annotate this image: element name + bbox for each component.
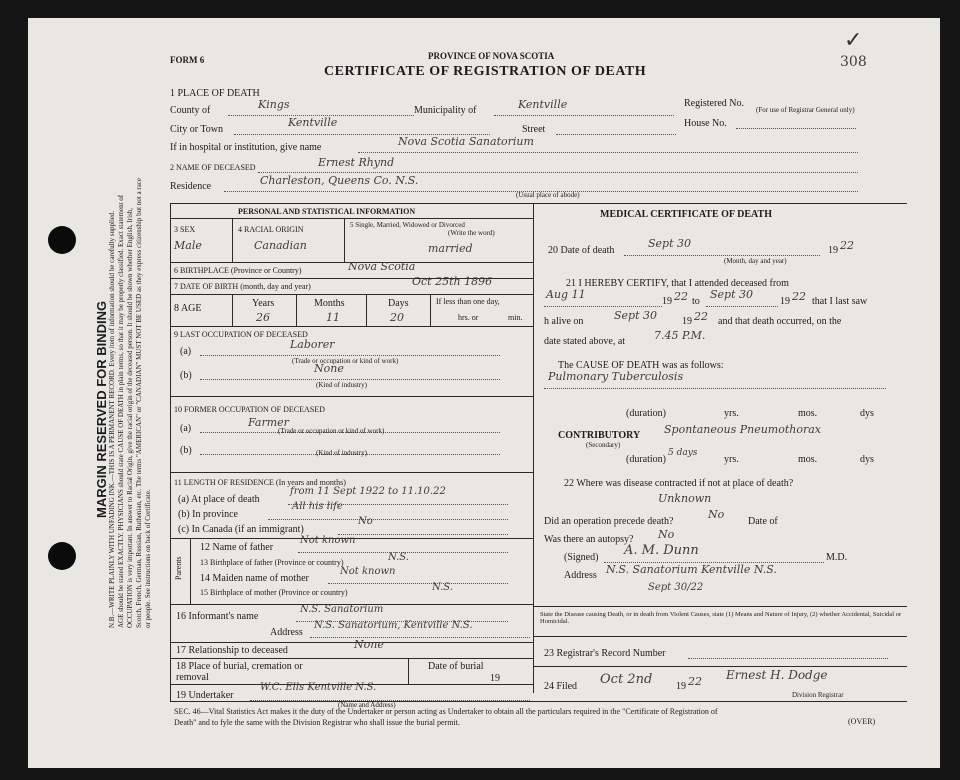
father-name-label: 12 Name of father bbox=[200, 542, 274, 553]
city-value: Kentville bbox=[288, 116, 338, 129]
informant-label: 16 Informant's name bbox=[176, 611, 259, 622]
burial-date-label: Date of burial bbox=[428, 661, 484, 672]
over-label: (OVER) bbox=[848, 717, 876, 726]
in-province-label: (b) In province bbox=[178, 509, 238, 520]
days-value: 20 bbox=[390, 311, 404, 324]
from-year-prefix: 19 bbox=[662, 296, 672, 307]
contributory-note: (Secondary) bbox=[586, 441, 621, 449]
alive-label: h alive on bbox=[544, 316, 584, 327]
name-label: 2 NAME OF DECEASED bbox=[170, 163, 256, 172]
autopsy-label: Was there an autopsy? bbox=[544, 534, 634, 545]
medical-heading: MEDICAL CERTIFICATE OF DEATH bbox=[600, 209, 772, 220]
time-of-death: 7.45 P.M. bbox=[654, 329, 706, 342]
in-canada-label: (c) In Canada (if an immigrant) bbox=[178, 524, 304, 535]
municipality-label: Municipality of bbox=[414, 105, 477, 116]
serial-number: 308 bbox=[840, 54, 867, 70]
hrs-label: hrs. or bbox=[458, 313, 479, 322]
province-heading: PROVINCE OF NOVA SCOTIA bbox=[428, 51, 555, 61]
margin-instruction: N.B.—WRITE PLAINLY WITH UNFADING INK.—THIS IS A PERMANENT RECORD. Every item of information should be carefully supplied. bbox=[108, 210, 116, 628]
months-label: Months bbox=[314, 298, 345, 309]
filed-year-prefix: 19 bbox=[676, 681, 686, 692]
burial-year: 19 bbox=[490, 673, 500, 684]
physician-address-label: Address bbox=[564, 570, 597, 581]
undertaker-note: (Name and Address) bbox=[338, 701, 396, 709]
sex-value: Male bbox=[174, 239, 202, 252]
contributory-label: CONTRIBUTORY bbox=[558, 430, 641, 441]
min-label: min. bbox=[508, 313, 523, 322]
at-place-label: (a) At place of death bbox=[178, 494, 260, 505]
last-occupation-value: Laborer bbox=[290, 338, 335, 351]
last-occupation-label: 9 LAST OCCUPATION OF DECEASED bbox=[174, 330, 308, 339]
registrar-signature: Ernest H. Dodge bbox=[726, 668, 828, 682]
informant-address-label: Address bbox=[270, 627, 303, 638]
residence-note: (Usual place of abode) bbox=[516, 191, 580, 199]
contrib-mos-label: mos. bbox=[798, 454, 818, 465]
street-label: Street bbox=[522, 124, 546, 135]
mother-birth-label: 15 Birthplace of mother (Province or country) bbox=[200, 588, 348, 597]
relationship-label: 17 Relationship to deceased bbox=[176, 645, 288, 656]
house-no-label: House No. bbox=[684, 118, 727, 129]
margin-instruction: or people. See instructions on back of Certificate. bbox=[144, 489, 152, 628]
margin-instruction: AGE should be stated EXACTLY. PHYSICIANS should state CAUSE OF DEATH in plain terms, so that it may be properly classified. Exact statement of bbox=[117, 194, 125, 628]
operation-label: Did an operation precede death? bbox=[544, 516, 674, 527]
residence-label: Residence bbox=[170, 181, 212, 192]
in-canada-value: No bbox=[358, 516, 373, 527]
alive-date: Sept 30 bbox=[614, 309, 658, 322]
signed-date: Sept 30/22 bbox=[648, 582, 704, 593]
race-label: 4 RACIAL ORIGIN bbox=[238, 225, 304, 234]
county-label: County of bbox=[170, 105, 211, 116]
contracted-value: Unknown bbox=[658, 492, 712, 505]
date-stated-label: date stated above, at bbox=[544, 336, 626, 347]
filed-year: 22 bbox=[688, 675, 702, 688]
date-of-death-value: Sept 30 bbox=[648, 237, 692, 250]
dys-label: dys bbox=[860, 408, 874, 419]
signature-value: A. M. Dunn bbox=[624, 543, 699, 558]
cause-value: Pulmonary Tuberculosis bbox=[548, 370, 684, 383]
occurred-label: and that death occurred, on the bbox=[718, 316, 842, 327]
undertaker-label: 19 Undertaker bbox=[176, 690, 234, 701]
former-industry-note: (Kind of industry) bbox=[316, 449, 367, 457]
yrs-label: yrs. bbox=[724, 408, 739, 419]
last-industry-value: None bbox=[314, 362, 344, 375]
to-year: 22 bbox=[792, 290, 806, 303]
informant-address-value: N.S. Sanatorium, Kentville N.S. bbox=[314, 620, 473, 631]
contrib-dys-label: dys bbox=[860, 454, 874, 465]
margin-title: MARGIN RESERVED FOR BINDING bbox=[94, 300, 109, 518]
contrib-yrs-label: yrs. bbox=[724, 454, 739, 465]
marital-note: (Write the word) bbox=[448, 229, 495, 237]
father-birth-label: 13 Birthplace of father (Province or country) bbox=[200, 558, 344, 567]
dob-value: Oct 25th 1896 bbox=[412, 275, 493, 288]
mother-birth-value: N.S. bbox=[432, 582, 453, 593]
marital-value: married bbox=[428, 242, 473, 255]
from-date: Aug 11 bbox=[546, 288, 586, 301]
at-place-value: from 11 Sept 1922 to 11.10.22 bbox=[290, 486, 446, 497]
former-occupation-label: 10 FORMER OCCUPATION OF DECEASED bbox=[174, 405, 325, 414]
duration-label: (duration) bbox=[626, 408, 666, 419]
form-number: FORM 6 bbox=[170, 55, 205, 65]
death-year: 22 bbox=[840, 239, 854, 252]
registered-no-label: Registered No. bbox=[684, 98, 744, 109]
footer-text: SEC. 46—Vital Statistics Act makes it the duty of the Undertaker or person acting as Undertaker to obtain all the particulars required in the "Certificate of Registration of bbox=[174, 707, 718, 716]
county-value: Kings bbox=[258, 98, 290, 111]
date-of-death-label: 20 Date of death bbox=[548, 245, 615, 256]
dob-label: 7 DATE OF BIRTH (month, day and year) bbox=[174, 282, 311, 291]
cause-label: The CAUSE OF DEATH was as follows: bbox=[558, 360, 724, 371]
sex-label: 3 SEX bbox=[174, 225, 196, 234]
certificate-title: CERTIFICATE OF REGISTRATION OF DEATH bbox=[324, 64, 647, 79]
to-year-prefix: 19 bbox=[780, 296, 790, 307]
registered-no-note: (For use of Registrar General only) bbox=[756, 106, 855, 114]
relationship-value: None bbox=[354, 638, 384, 651]
race-value: Canadian bbox=[254, 239, 307, 252]
operation-value: No bbox=[708, 508, 725, 521]
violence-note: State the Disease causing Death, or in death from Violent Causes, state (1) Means and Nature of Injury, (2) whether Accidental, Suicidal or Homicidal. bbox=[540, 611, 902, 626]
residence-length-label: 11 LENGTH OF RESIDENCE (In years and months) bbox=[174, 478, 346, 487]
contracted-label: 22 Where was disease contracted if not at place of death? bbox=[564, 478, 794, 489]
margin-instruction: Scotch, French, German, Russian, Ruthenian, etc. The terms "AMERICAN" or "CANADIAN" MUST NOT BE USED as they express citizenship but not a race bbox=[135, 177, 143, 628]
signed-label: (Signed) bbox=[564, 552, 599, 563]
margin-instruction: OCCUPATION is very important. In answer to Racial Origin, give the racial origin of the deceased person. It should be shown whether English, Irish, bbox=[126, 207, 134, 628]
mother-name-value: Not known bbox=[340, 566, 396, 577]
name-value: Ernest Rhynd bbox=[318, 156, 395, 169]
industry-note: (Kind of industry) bbox=[316, 381, 367, 389]
registrar-label: Division Registrar bbox=[792, 691, 844, 699]
certify-label: 21 I HEREBY CERTIFY, that I attended deceased from bbox=[566, 278, 789, 289]
months-value: 11 bbox=[326, 311, 340, 324]
date-note: (Month, day and year) bbox=[724, 257, 787, 265]
burial-label: 18 Place of burial, cremation or removal bbox=[176, 661, 303, 683]
in-province-value: All his life bbox=[292, 501, 343, 512]
binding-hole bbox=[48, 226, 76, 254]
residence-value: Charleston, Queens Co. N.S. bbox=[260, 174, 419, 187]
record-number-label: 23 Registrar's Record Number bbox=[544, 648, 666, 659]
to-label: to bbox=[692, 296, 700, 307]
years-label: Years bbox=[252, 298, 275, 309]
footer-text-2: Death" and to fyle the same with the Division Registrar who shall issue the burial permit. bbox=[174, 718, 460, 727]
personal-heading: PERSONAL AND STATISTICAL INFORMATION bbox=[238, 207, 416, 216]
marital-label: 5 Single, Married, Widowed or Divorced bbox=[350, 221, 465, 229]
trade-note: (Trade or occupation or kind of work) bbox=[292, 357, 399, 365]
days-label: Days bbox=[388, 298, 409, 309]
last-saw-label: that I last saw bbox=[812, 296, 868, 307]
institution-value: Nova Scotia Sanatorium bbox=[398, 135, 534, 148]
age-label: 8 AGE bbox=[174, 303, 202, 314]
informant-value: N.S. Sanatorium bbox=[300, 604, 384, 615]
filed-date: Oct 2nd bbox=[600, 672, 653, 687]
city-label: City or Town bbox=[170, 124, 224, 135]
binding-hole bbox=[48, 542, 76, 570]
place-of-death-label: 1 PLACE OF DEATH bbox=[170, 88, 260, 99]
to-date: Sept 30 bbox=[710, 288, 754, 301]
mother-name-label: 14 Maiden name of mother bbox=[200, 573, 309, 584]
autopsy-value: No bbox=[658, 528, 675, 541]
lessday-label: If less than one day, bbox=[436, 297, 500, 306]
check-mark-icon: ✓ bbox=[844, 27, 863, 52]
undertaker-value: W.C. Ells Kentville N.S. bbox=[260, 682, 377, 693]
father-name-value: Not known bbox=[300, 535, 356, 546]
alive-year: 22 bbox=[694, 310, 708, 323]
from-year: 22 bbox=[674, 290, 688, 303]
mos-label: mos. bbox=[798, 408, 818, 419]
years-value: 26 bbox=[256, 311, 270, 324]
contrib-duration-label: (duration) bbox=[626, 454, 666, 465]
former-occupation-value: Farmer bbox=[248, 416, 289, 429]
md-label: M.D. bbox=[826, 552, 848, 563]
municipality-value: Kentville bbox=[518, 98, 568, 111]
birthplace-label: 6 BIRTHPLACE (Province or Country) bbox=[174, 266, 302, 275]
contributory-value: Spontaneous Pneumothorax bbox=[664, 423, 821, 436]
death-year-prefix: 19 bbox=[828, 245, 838, 256]
contrib-duration-value: 5 days bbox=[668, 448, 698, 458]
parents-label: Parents bbox=[174, 556, 183, 580]
birthplace-value: Nova Scotia bbox=[348, 260, 416, 273]
filed-label: 24 Filed bbox=[544, 681, 578, 692]
certificate-paper: MARGIN RESERVED FOR BINDING N.B.—WRITE PLAINLY WITH UNFADING INK.—THIS IS A PERMANENT RECORD. Every item of information should be carefully supplied. AGE should be stated EXACTLY. PHYSICIANS should state CAUSE OF DEATH in plain terms, so that it may be properly classified. Exact statement of OCCUPATION is very important. In answer to Racial Origin, give the racial origin of the deceased person. It should be shown whether English, Irish, Scotch, French, German, Russian, Ruthenian, etc. The terms "AMERICAN" or "CANADIAN" MUST NOT BE USED as they express citizenship but not a race or people. See instructions on back of Certificate. FORM 6 PROVINCE OF NOVA SCOTIA CERTIFICATE OF REGISTRATION OF DEATH 308 ✓ 1 PLACE OF DEATH County of Kings Municipality of Kentville Registered No. (For use of Registrar General only) City or Town Kentville Street House No. If in hospital or institution, give name Nova Scotia Sanatorium 2 NAME OF DECEASED Ernest Rhynd Residence Charleston, Queens Co. N.S. (Usual place of abode) PERSONAL AND STATISTICAL INFORMATION 3 SEX Male 4 RACIAL ORIGIN Canadian 5 Single, Married, Widowed or Divorced (Write the word) married 6 BIRTHPLACE (Province or Country) Nova Scotia 7 DATE OF BIRTH (month, day and year) Oct 25th 1896 8 AGE Years 26 Months 11 Days 20 If less than one day, hrs. or min. 9 LAST OCCUPATION OF DECEASED (a) Laborer (Trade or occupation or kind of work) (b) None (Kind of industry) 10 FORMER OCCUPATION OF DECEASED (a) Farmer (Trade or occupation or kind of work) (b) (Kind of industry) 11 LENGTH OF RESIDENCE (In years and months) (a) At place of death from 11 Sept 1922 to 11.10.22 (b) In province All his life (c) In Canada (if an immigrant) No Parents 12 Name of father Not known 13 Birthplace of father (Province or country) N.S. 14 Maiden name of mother Not known 15 Birthplace of mother (Province or country) N.S. 16 Informant's name N.S. Sanatorium Address N.S. Sanatorium, Kentville N.S. 17 Relationship to deceased None 18 Place of burial, cremation or removal Date of burial 19 19 Undertaker W.C. Ells Kentville N.S. (Name and Address) MEDICAL CERTIFICATE OF DEATH 20 Date of death Sept 30 19 22 (Month, day and year) 21 I HEREBY CERTIFY, that I attended deceased from Aug 11 19 22 to Sept 30 19 22 that I last saw h alive on Sept 30 19 22 and that death occurred, on the date stated above, at 7.45 P.M. The CAUSE OF DEATH was as follows: Pulmonary Tuberculosis (duration) yrs. mos. dys CONTRIBUTORY (Secondary) Spontaneous Pneumothorax (duration) 5 days yrs. mos. dys 22 Where was disease contracted if not at place of death? Unknown Did an operation precede death? No Date of Was there an autopsy? No (Signed) A. M. Dunn M.D. Address N.S. Sanatorium Kentville N.S. Sept 30/22 State the Disease causing Death, or in death from Violent Causes, state (1) Means and Nature of Injury, (2) whether Accidental, Suicidal or Homicidal. 23 Registrar's Record Number 24 Filed Oct 2nd 19 22 Ernest H. Dodge Division Registrar SEC. 46—Vital Statistics Act makes it the duty of the Undertaker or person acting as Undertaker to obtain all the particulars required in the "Certificate of Registration of Death" and to fyle the same with the Division Registrar who shall issue the burial permit. (OVER) bbox=[28, 18, 940, 768]
former-trade-note: (Trade or occupation or kind of work) bbox=[278, 427, 385, 435]
operation-date-label: Date of bbox=[748, 516, 778, 527]
physician-address-value: N.S. Sanatorium Kentville N.S. bbox=[606, 563, 777, 576]
father-birth-value: N.S. bbox=[388, 552, 409, 563]
alive-year-prefix: 19 bbox=[682, 316, 692, 327]
institution-label: If in hospital or institution, give name bbox=[170, 142, 322, 153]
